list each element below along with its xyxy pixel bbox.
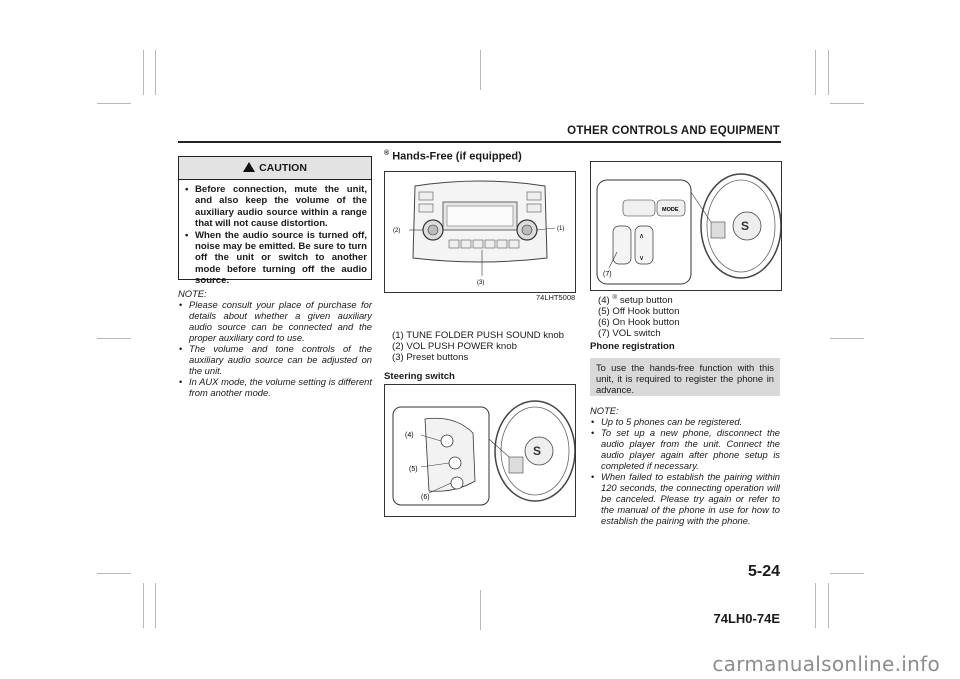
registered-mark: ® — [384, 150, 390, 157]
caution-header — [179, 157, 371, 180]
caution-list — [179, 184, 371, 287]
crop-mark — [155, 583, 156, 628]
legend-item-7: (7) VOL switch — [598, 328, 661, 340]
note-item: • To set up a new phone, disconnect the audio player from the unit. Connect the audio player again after phone setup is completed if necessary. — [590, 427, 780, 471]
note-list — [178, 299, 372, 398]
callout-5: (5) — [409, 466, 418, 473]
steering-logo: S — [741, 219, 750, 233]
steering-switch-title: Steering switch — [384, 371, 455, 382]
crop-mark — [815, 50, 816, 95]
caution-title: CAUTION — [259, 162, 307, 174]
legend-item: (2) VOL PUSH POWER knob — [392, 341, 517, 352]
note-item: • When failed to establish the pairing within 120 seconds, the connecting operation will be canceled. Please try again or refer to the manual of the phone in use for how to establish the pairing with the phone. — [590, 471, 780, 526]
steering-logo: S — [533, 444, 542, 458]
crop-mark — [155, 50, 156, 95]
note-label: NOTE: — [178, 288, 207, 299]
phone-registration-title: Phone registration — [590, 341, 675, 352]
up-icon: ∧ — [639, 232, 645, 240]
crop-mark — [830, 338, 864, 339]
manual-code: 74LH0-74E — [713, 611, 780, 626]
hands-free-title-text: Hands-Free (if equipped) — [392, 150, 522, 163]
callout-2: (2) — [393, 228, 401, 234]
crop-mark — [97, 573, 131, 574]
crop-mark — [828, 50, 829, 95]
crop-mark — [97, 338, 131, 339]
crop-mark — [828, 583, 829, 628]
vol-switch-figure — [590, 161, 782, 291]
crop-mark — [830, 573, 864, 574]
note-item: • Up to 5 phones can be registered. — [590, 416, 780, 427]
note-left — [178, 288, 372, 398]
steering-switch-figure — [384, 384, 576, 517]
caution-box — [178, 156, 372, 287]
crop-mark — [143, 50, 144, 95]
callout-1: (1) — [557, 226, 565, 232]
audio-legend — [392, 330, 582, 363]
note-list — [590, 416, 780, 526]
legend-item-5: (5) Off Hook button — [598, 306, 680, 318]
note-item: • In AUX mode, the volume setting is different from another mode. — [178, 376, 372, 398]
note-item: • The volume and tone controls of the auxiliary audio source can be adjusted on the unit. — [178, 343, 372, 376]
crop-mark — [480, 50, 481, 90]
note-item: • Please consult your place of purchase for details about whether a given auxiliary audio source can be connected and the proper auxiliary cord to use. — [178, 299, 372, 343]
legend-item-4: (4) ® setup button — [598, 294, 673, 307]
figure-code: 74LHT5008 — [536, 293, 576, 302]
callout-7: (7) — [603, 271, 612, 278]
caution-item: • When the audio source is turned off, noise may be emitted. Be sure to turn off the unit or switch to another mode before turning off the audio source. — [185, 230, 367, 287]
caution-item: • Before connection, mute the unit, and also keep the volume of the auxiliary audio source within a range that will not cause distortion. — [185, 184, 367, 230]
callout-3: (3) — [477, 280, 485, 286]
crop-mark — [815, 583, 816, 628]
legend-item: (1) TUNE FOLDER PUSH SOUND knob — [392, 330, 565, 341]
switch-legend — [598, 292, 780, 339]
legend-item-6: (6) On Hook button — [598, 317, 680, 329]
down-icon: ∨ — [639, 254, 645, 262]
header-rule — [178, 141, 781, 143]
note-right — [590, 405, 780, 526]
phone-registration-info: To use the hands-free function with this unit, it is required to register the phone in advance. — [590, 358, 780, 396]
audio-unit-figure — [384, 171, 576, 293]
mode-label: MODE — [662, 207, 679, 213]
vol-switch-illustration — [591, 162, 781, 290]
crop-mark — [830, 103, 864, 104]
warning-icon — [243, 162, 255, 172]
callout-6: (6) — [421, 494, 430, 501]
crop-mark — [97, 103, 131, 104]
crop-mark — [480, 590, 481, 630]
note-label: NOTE: — [590, 405, 619, 416]
callout-4: (4) — [405, 432, 414, 439]
page-number: 5-24 — [747, 563, 780, 580]
steering-switch-illustration — [385, 385, 575, 516]
hands-free-title — [384, 150, 522, 163]
legend-item: (3) Preset buttons — [392, 352, 469, 363]
crop-mark — [143, 583, 144, 628]
audio-unit-illustration — [385, 172, 575, 292]
section-header: OTHER CONTROLS AND EQUIPMENT — [567, 125, 780, 137]
watermark: carmanualsonline.info — [712, 652, 940, 676]
